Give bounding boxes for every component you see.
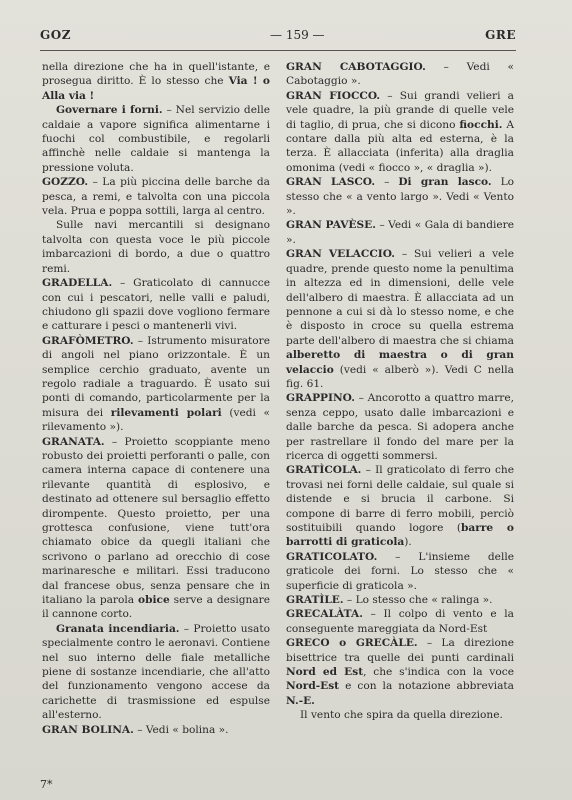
definition-text: – Istrumento misuratore di angoli nel piano orizzontale. È un semplice cerchio graduato, avente un regolo radiale a traguardo. È usato sui ponti di comando, particolarmente per la misura dei: [42, 334, 270, 419]
bold-term: N.-E.: [286, 694, 315, 707]
bold-term: alberetto di maestra o di gran velaccio: [286, 349, 514, 376]
definition-text: – Il colpo di vento e la conseguente mareggiata da Nord-Est: [286, 608, 514, 635]
dictionary-entry: [286, 247, 514, 391]
definition-text: Sulle navi mercantili si designano talvolta con questa voce le più piccole imbarcazioni di bordo, a due o quattro remi.: [42, 219, 270, 275]
headword: GRAN BOLINA.: [42, 723, 134, 736]
entry-paragraph: [286, 708, 514, 722]
definition-text: e con la notazione abbreviata: [339, 680, 514, 693]
definition-text: – Nel servizio delle caldaie a vapore significa alimentarne i fuochi col combustibile, e regolarli affinchè nelle caldaie si mantenga la pressione voluta.: [42, 104, 271, 174]
dictionary-entry: [286, 593, 514, 607]
definition-text: Il vento che spira da quella direzione.: [300, 709, 503, 722]
bold-term: Nord ed Est: [286, 666, 364, 679]
headword: Governare i forni.: [56, 104, 163, 117]
dictionary-entry: [286, 60, 514, 89]
bold-term: barre o barrotti di graticola: [286, 522, 514, 549]
dictionary-entry: [286, 89, 514, 175]
dictionary-entry: [286, 463, 514, 549]
headword: GRECALÀTA.: [286, 608, 363, 621]
definition-text: – Proietto usato specialmente contro le aeronavi. Contiene nel suo interno delle fiale metalliche piene di sostanze incendiarie, che all'atto del funzionamento vengono accese da carichette di trasmissione ed espulse all'esterno.: [42, 622, 270, 722]
sub-entry: [42, 622, 270, 723]
headword: GRAN CABOTAGGIO.: [286, 61, 426, 73]
definition-text: – Sui grandi velieri a vele quadre, la più grande di quelle vele di taglio, di prua, che si dicono: [286, 89, 514, 131]
definition-text: – Vedi « Gala di bandiere ».: [286, 219, 514, 246]
left-column: [42, 60, 270, 737]
header-rule: [40, 50, 516, 51]
definition-text: Lo stesso che « a vento largo ». Vedi « Vento ».: [286, 176, 514, 218]
signature-mark: 7*: [40, 778, 53, 791]
dictionary-entry: [42, 723, 270, 737]
definition-text: ).: [404, 536, 412, 549]
dictionary-entry: [286, 218, 514, 247]
bold-term: Nord-Est: [286, 680, 340, 693]
definition-text: – Graticolato di cannucce con cui i pescatori, nelle valli e paludi, chiudono gli spazii dove vogliono fermare e catturare i pesci o mantenerli vivi.: [42, 277, 270, 333]
dictionary-entry: [286, 175, 514, 218]
dictionary-entry: [42, 435, 270, 622]
definition-text: serve a designare il cannone corto.: [42, 594, 270, 621]
definition-text: (vedi « rilevamento »).: [42, 406, 270, 434]
definition-text: – Sui velieri a vele quadre, prende questo nome la penultima in altezza ed in dimensioni, delle vele dell'albero di maestra. È allacciata ad un pennone a cui si dà lo stesso nome, e che è disposto in croce su quella estrema parte dell'albero di maestra che si chiama: [286, 248, 514, 347]
page-header: [40, 28, 516, 48]
dictionary-entry: [42, 175, 270, 218]
headword: GRAN VELACCIO.: [286, 248, 395, 261]
headword: GRATICOLATO.: [286, 550, 378, 563]
entry-paragraph: [42, 218, 270, 276]
dictionary-entry: [286, 391, 514, 463]
bold-term: rilevamenti polari: [110, 406, 222, 419]
bold-term: Via ! o Alla via !: [42, 75, 270, 102]
headword: GRAFÒMETRO.: [42, 334, 134, 347]
definition-text: – Proietto scoppiante meno robusto dei proietti perforanti o palle, con camera interna capace di contenere una rilevante quantità di esplosivo, e destinato ad ottenere sul bersaglio effetto dirompente. Questo proietto, per una grottesca confusione, viene tutt'ora chiamato obice da quegli italiani che scrivono o parlano ad orecchio di cose marinaresche e militari. Essi traducono dal francese obus, senza pensare che in italiano la parola: [42, 435, 270, 607]
dictionary-entry: [42, 334, 270, 435]
definition-text: –: [375, 176, 399, 189]
entry-paragraph: [42, 60, 270, 103]
definition-text: – L'insieme delle graticole dei forni. Lo stesso che « superficie di graticola ».: [286, 550, 514, 592]
headword: GRAN FIOCCO.: [286, 89, 381, 102]
dictionary-entry: [286, 550, 514, 593]
bold-term: Di gran lasco.: [398, 176, 492, 189]
definition-text: – La direzione bisettrice tra quelle dei punti cardinali: [286, 637, 514, 664]
bold-term: fiocchi.: [459, 118, 503, 131]
definition-text: – Lo stesso che « ralinga ».: [343, 594, 493, 607]
headword: GOZZO.: [42, 176, 89, 189]
dictionary-entry: [286, 636, 514, 708]
dictionary-entry: [286, 607, 514, 636]
sub-entry: [42, 103, 270, 175]
definition-text: – Ancorotto a quattro marre, senza ceppo, usato dalle imbarcazioni e dalle barche da pesca. Si adopera anche per rastrellare il fondo del mare per la ricerca di oggetti sommersi.: [286, 392, 514, 462]
headword: GRAPPINO.: [286, 392, 355, 405]
headword: GRANATA.: [42, 435, 105, 448]
definition-text: nella direzione che ha in quell'istante, e prosegua diritto. È lo stesso che: [42, 61, 270, 88]
definition-text: , che s'indica con la voce: [363, 666, 514, 679]
right-column: [286, 60, 514, 723]
headword: GRAN LASCO.: [286, 176, 376, 189]
page-number: — 159 —: [270, 28, 325, 42]
definition-text: – Il graticolato di ferro che trovasi nei forni delle caldaie, sul quale si distende e si brucia il carbone. Si compone di barre di ferro mobili, perciò sostituibili quando logore (: [286, 464, 514, 534]
definition-text: – Vedi « Cabotaggio ».: [286, 61, 515, 88]
headword: GRATÌCOLA.: [286, 464, 362, 477]
definition-text: (vedi « alberò »). Vedi C nella fig. 61.: [286, 363, 514, 390]
headword: GRATÌLE.: [286, 594, 344, 607]
bold-term: obice: [138, 594, 170, 607]
definition-text: A contare dalla più alta ed esterna, è la terza. È allacciata (inferita) alla draglia omonima (vedi « fiocco », « draglia »).: [286, 118, 514, 174]
definition-text: – Vedi « bolina ».: [133, 723, 229, 736]
headword: GRECO o GRECÀLE.: [286, 637, 418, 650]
header-right-guide-word: GRE: [485, 28, 516, 42]
headword: GRAN PAVÈSE.: [286, 219, 376, 232]
dictionary-entry: [42, 276, 270, 334]
header-left-guide-word: GOZ: [40, 28, 71, 42]
definition-text: – La più piccina delle barche da pesca, a remi, e talvolta con una piccola vela. Prua e poppa sottili, larga al centro.: [42, 176, 270, 218]
headword: Granata incendiaria.: [56, 622, 180, 635]
headword: GRADELLA.: [42, 277, 113, 290]
